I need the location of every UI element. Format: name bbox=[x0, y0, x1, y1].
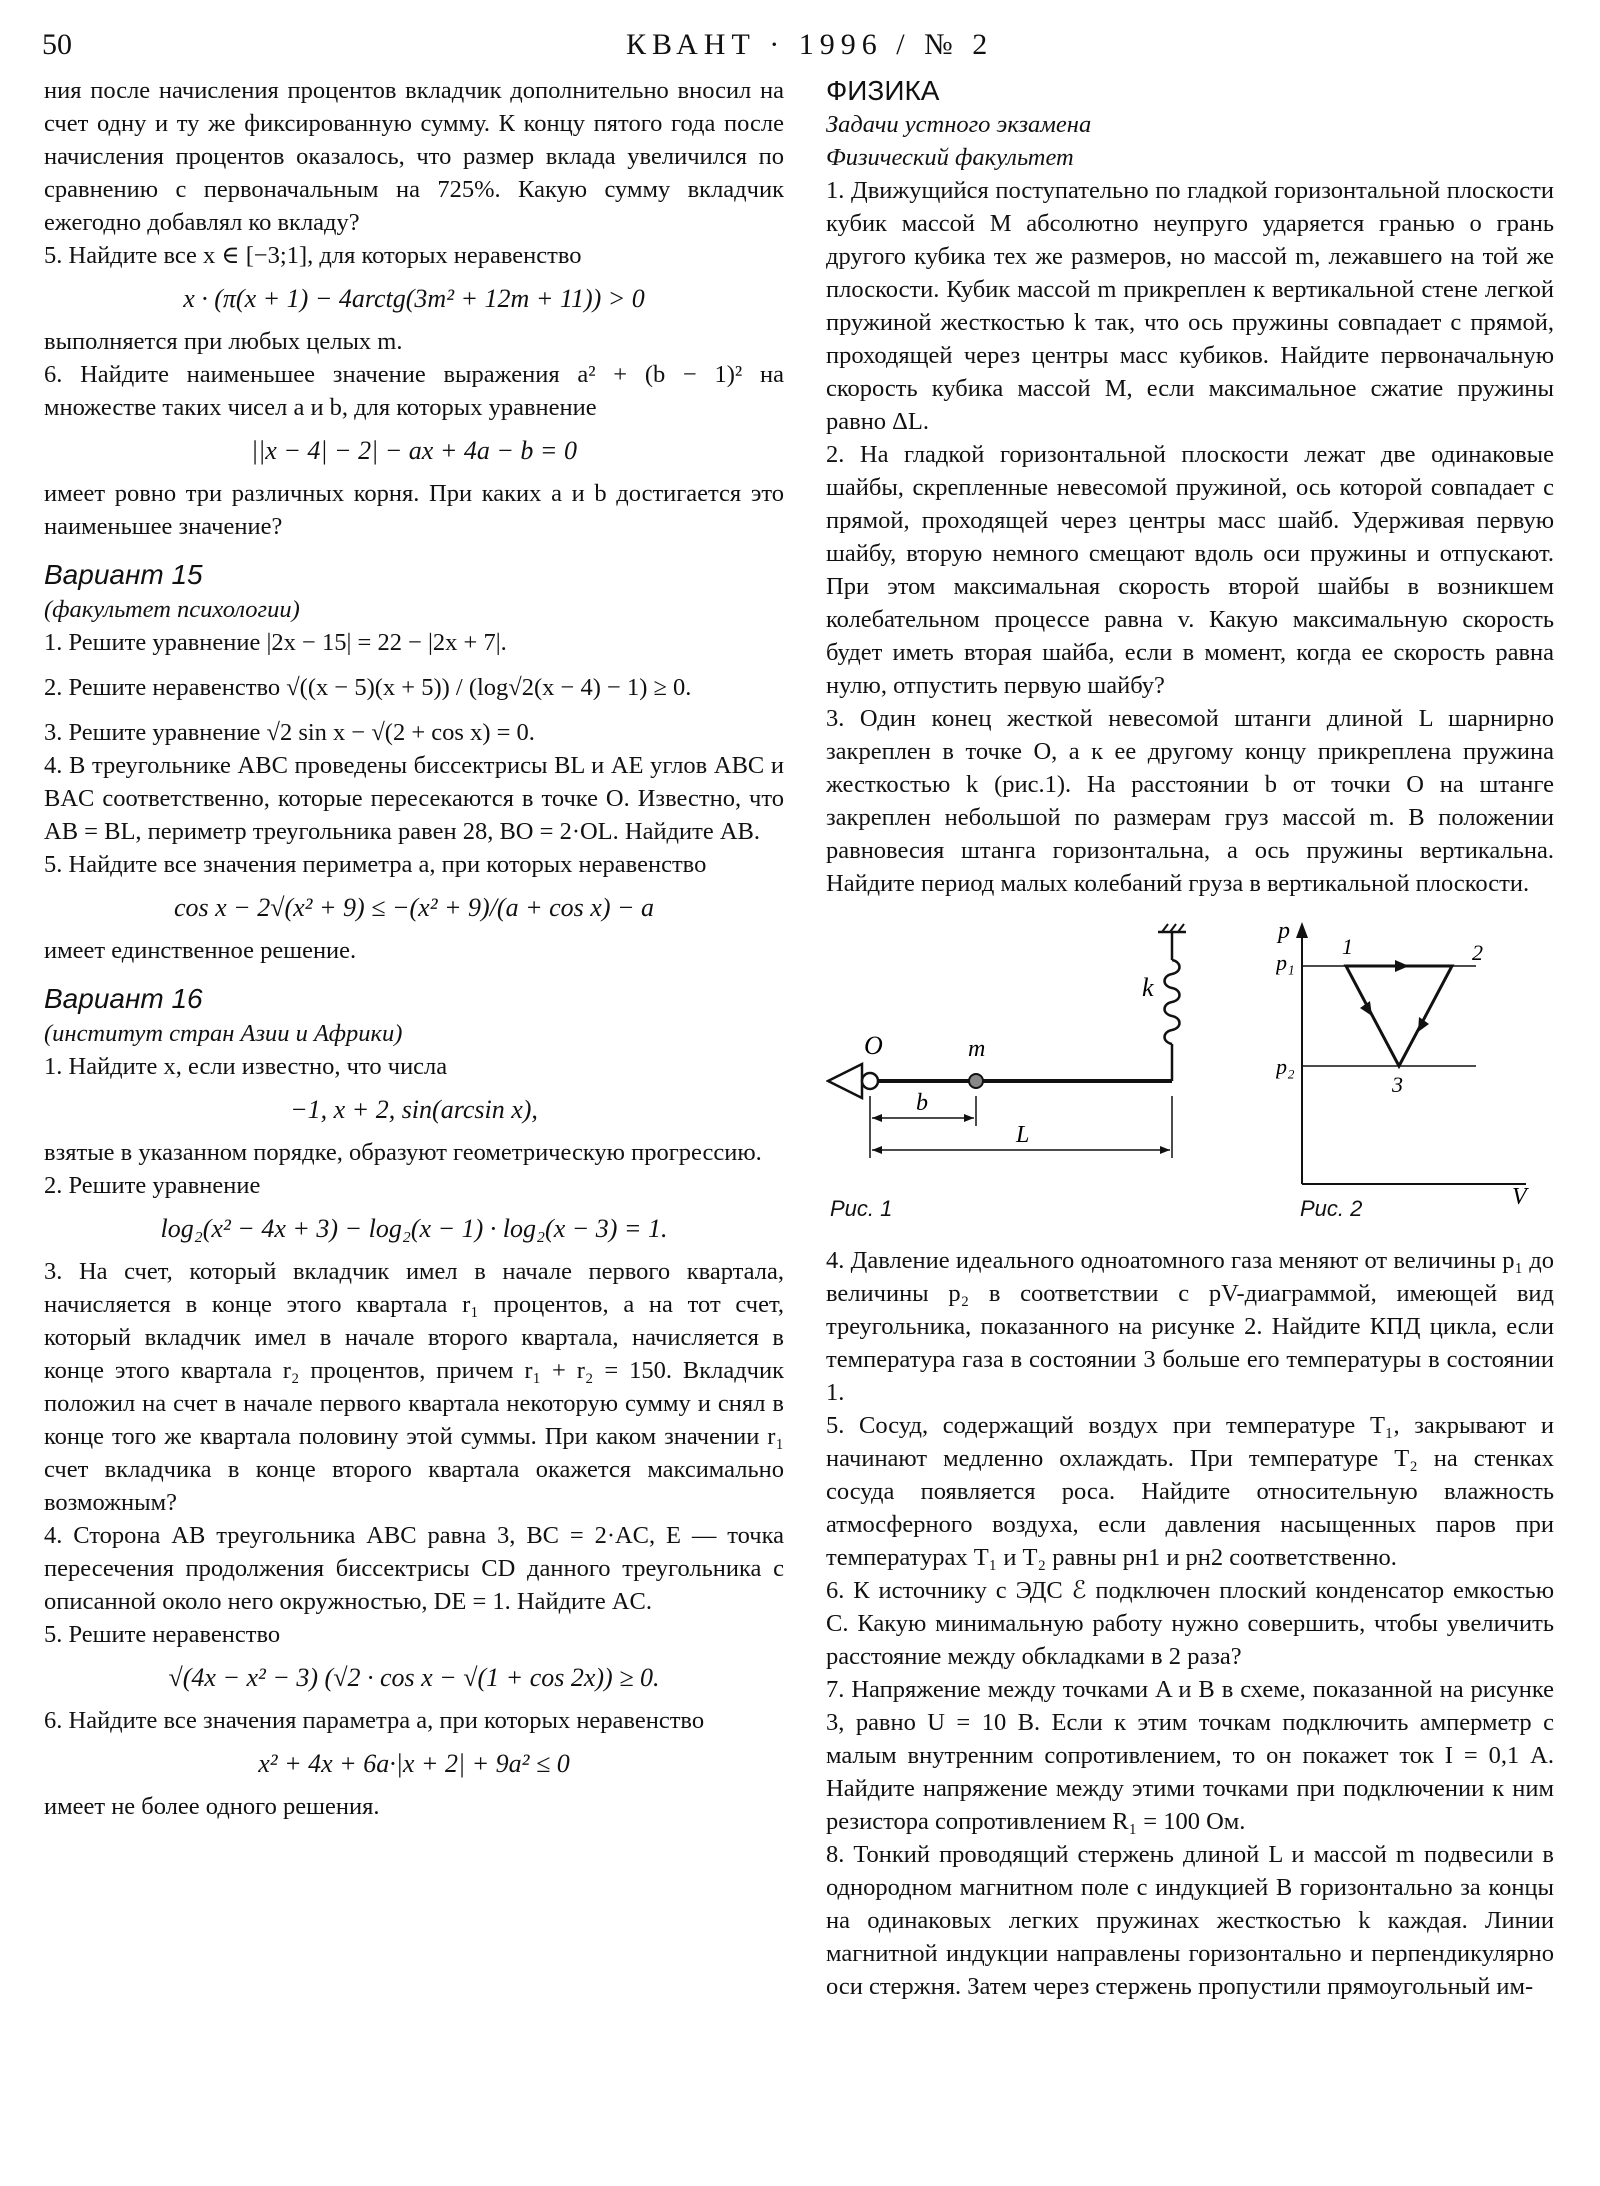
hinge-support-icon bbox=[828, 1064, 862, 1098]
figures-block bbox=[826, 914, 1554, 1232]
v15-problem-5-after: имеет единственное решение. bbox=[44, 937, 357, 964]
physics-problem-4: 4. Давление идеального одноатомного газа меняют от величины p₁ до величины p₂ в соответствии с pV-диаграммой, имеющей вид треугольника, показанного на рисунке 2. Найдите КПД цикла, если температура газа в состоянии 3 больше его температуры в состоянии 1. bbox=[826, 1247, 1554, 1406]
label-p2: p₂ bbox=[1276, 1054, 1295, 1079]
v16-problem-1: 1. Найдите x, если известно, что числа bbox=[44, 1053, 448, 1080]
label-p: p bbox=[1278, 918, 1290, 944]
variant-15-subtitle: (факультет психологии) bbox=[44, 596, 300, 623]
v16-problem-6: 6. Найдите все значения параметра a, при которых неравенство bbox=[44, 1707, 705, 1734]
v15-problem-5: 5. Найдите все значения периметра a, при которых неравенство bbox=[44, 851, 707, 878]
physics-problem-7: 7. Напряжение между точками A и B в схеме, показанной на рисунке 3, равно U = 10 В. Если к этим точкам подключить амперметр с малым внутренним сопротивлением, то он покажет ток I = 0,1 А. Найдите напряжение между этими точками при подключении к ним резистора сопротивлением R₁ = 100 Ом. bbox=[826, 1676, 1554, 1835]
physics-problem-8: 8. Тонкий проводящий стержень длиной L и массой m подвесили в однородном магнитном поле с индукцией B горизонтально за концы на одинаковых легких пружинах жесткостью k каждая. Линии магнитной индукции направлены горизонтально и перпендикулярно оси стержня. Затем через стержень пропустили прямоугольный им- bbox=[826, 1841, 1554, 2000]
v16-problem-2-formula: log₂(x² − 4x + 3) − log₂(x − 1) · log₂(x − 3) = 1. bbox=[160, 1214, 668, 1243]
label-l: L bbox=[1016, 1122, 1030, 1148]
v15-problem-2: 2. Решите неравенство √((x − 5)(x + 5)) / (log√2(x − 4) − 1) ≥ 0. bbox=[44, 674, 692, 701]
left-column bbox=[44, 74, 784, 1823]
label-v: V bbox=[1512, 1184, 1527, 1210]
label-m: m bbox=[968, 1036, 986, 1062]
figure-1-caption: Рис. 1 bbox=[830, 1196, 893, 1221]
v15-problem-1: 1. Решите уравнение |2x − 15| = 22 − |2x + 7|. bbox=[44, 629, 507, 656]
physics-problem-2: 2. На гладкой горизонтальной плоскости лежат две одинаковые шайбы, скрепленные невесомой пружиной, ось которой совпадает с прямой, проходящей через центры масс шайб. Удерживая первую шайбу, вторую немного смещают вдоль оси пружины и отпускают. При этом максимальная скорость второй шайбы в возникшем колебательном процессе равна v. Какую максимальную скорость будет иметь вторая шайба, если в момент, когда ее скорость равна нулю, отпустить первую шайбу? bbox=[826, 441, 1554, 699]
v16-problem-6-after: имеет не более одного решения. bbox=[44, 1793, 380, 1820]
v16-problem-1-after: взятые в указанном порядке, образуют геометрическую прогрессию. bbox=[44, 1139, 762, 1166]
v15-problem-4: 4. В треугольнике ABC проведены биссектрисы BL и AE углов ABC и BAC соответственно, которые пересекаются в точке O. Известно, что AB = BL, периметр треугольника равен 28, BO = 2·OL. Найдите AB. bbox=[44, 752, 784, 845]
mass-icon bbox=[969, 1074, 983, 1088]
v16-problem-5-formula: √(4x − x² − 3) (√2 · cos x − √(1 + cos 2x)) ≥ 0. bbox=[168, 1663, 660, 1692]
problem-5-after: выполняется при любых целых m. bbox=[44, 328, 403, 355]
v15-problem-5-formula: cos x − 2√(x² + 9) ≤ −(x² + 9)/(a + cos x) − a bbox=[173, 893, 655, 922]
variant-15-title: Вариант 15 bbox=[44, 559, 203, 590]
section-subtitle-faculty: Физический факультет bbox=[826, 144, 1074, 171]
p-axis-arrow-icon bbox=[1296, 922, 1308, 938]
problem-6-after: имеет ровно три различных корня. При каких a и b достигается это наименьшее значение? bbox=[44, 480, 784, 540]
v16-problem-1-formula: −1, x + 2, sin(arcsin x), bbox=[290, 1095, 538, 1124]
v15-problem-3: 3. Решите уравнение √2 sin x − √(2 + cos x) = 0. bbox=[44, 719, 535, 746]
v16-problem-5: 5. Решите неравенство bbox=[44, 1621, 281, 1648]
variant-16-title: Вариант 16 bbox=[44, 983, 203, 1014]
variant-16-subtitle: (институт стран Азии и Африки) bbox=[44, 1020, 403, 1047]
label-k: k bbox=[1142, 973, 1154, 1002]
figure-2-caption: Рис. 2 bbox=[1300, 1196, 1363, 1221]
hinge-pivot-icon bbox=[862, 1073, 878, 1089]
v16-problem-2: 2. Решите уравнение bbox=[44, 1172, 261, 1199]
arrow-1-to-2-icon bbox=[1395, 960, 1409, 972]
physics-problem-1: 1. Движущийся поступательно по гладкой горизонтальной плоскости кубик массой M абсолютно неупруго ударяется гранью о грань другого кубика тех же размеров, но массой m, лежавшего на той же плоскости. Кубик массой m прикреплен к вертикальной стене легкой пружиной жесткостью k так, что ось пружины совпадает с прямой, проходящей через центры масс кубиков. Найдите первоначальную скорость кубика массой M, если максимальное сжатие пружины равно ΔL. bbox=[826, 177, 1554, 435]
figure-2-pv-diagram bbox=[1276, 914, 1546, 1214]
intro-text: ния после начисления процентов вкладчик дополнительно вносил на счет одну и ту же фиксированную сумму. К концу пятого года после начисления процентов оказалось, что размер вклада увеличился по сравнению с первоначальным на 725%. Какую сумму вкладчик ежегодно добавлял ко вкладу? bbox=[44, 77, 784, 236]
label-o: O bbox=[864, 1031, 883, 1060]
figure-1-diagram bbox=[826, 914, 1226, 1184]
right-column bbox=[826, 74, 1554, 2003]
section-title: ФИЗИКА bbox=[826, 75, 940, 106]
physics-problem-6: 6. К источнику с ЭДС ℰ подключен плоский конденсатор емкостью C. Какую минимальную работу нужно совершить, чтобы увеличить расстояние между обкладками в 2 раза? bbox=[826, 1577, 1554, 1670]
label-b: b bbox=[916, 1090, 928, 1116]
section-subtitle-exam: Задачи устного экзамена bbox=[826, 111, 1092, 138]
page-header bbox=[42, 22, 1582, 66]
physics-problem-5: 5. Сосуд, содержащий воздух при температуре T₁, закрывают и начинают медленно охлаждать. При температуре T₂ на стенках сосуда появляется роса. Найдите относительную влажность атмосферного воздуха, если давления насыщенных паров при температурах T₁ и T₂ равны pн1 и pн2 соответственно. bbox=[826, 1412, 1554, 1571]
problem-6: 6. Найдите наименьшее значение выражения a² + (b − 1)² на множестве таких чисел a и b, для которых уравнение bbox=[44, 361, 784, 421]
label-state-1: 1 bbox=[1342, 934, 1353, 959]
running-head: КВАНТ · 1996 / № 2 bbox=[626, 28, 994, 61]
problem-5: 5. Найдите все x ∈ [−3;1], для которых неравенство bbox=[44, 242, 582, 269]
label-state-2: 2 bbox=[1472, 940, 1483, 965]
v16-problem-4: 4. Сторона AB треугольника ABC равна 3, BC = 2·AC, E — точка пересечения продолжения биссектрисы CD данного треугольника с описанной около него окружностью, DE = 1. Найдите AC. bbox=[44, 1522, 784, 1615]
physics-problem-3: 3. Один конец жесткой невесомой штанги длиной L шарнирно закреплен в точке O, а к ее другому концу прикреплена пружина жесткостью k (рис.1). На расстоянии b от точки O на штанге закреплен небольшой по размерам груз массой m. В положении равновесия штанга горизонтальна, а ось пружины вертикальна. Найдите период малых колебаний груза в вертикальной плоскости. bbox=[826, 705, 1554, 897]
problem-6-formula: ||x − 4| − 2| − ax + 4a − b = 0 bbox=[251, 436, 577, 465]
problem-5-formula: x · (π(x + 1) − 4arctg(3m² + 12m + 11)) > 0 bbox=[183, 284, 645, 313]
label-p1: p₁ bbox=[1276, 950, 1295, 975]
v16-problem-6-formula: x² + 4x + 6a·|x + 2| + 9a² ≤ 0 bbox=[258, 1749, 570, 1778]
cycle-triangle bbox=[1346, 966, 1452, 1066]
v16-problem-3: 3. На счет, который вкладчик имел в начале первого квартала, начисляется в конце этого квартала r₁ процентов, а на тот счет, который вкладчик имел в начале второго квартала, начисляется в конце этого квартала r₂ процентов, причем r₁ + r₂ = 150. Вкладчик положил на счет в начале первого квартала некоторую сумму и снял в конце того же квартала половину этой суммы. При каком значении r₁ счет вкладчика в конце второго квартала окажется максимально возможным? bbox=[44, 1258, 784, 1516]
spring-coil-icon bbox=[1165, 960, 1180, 1044]
label-state-3: 3 bbox=[1392, 1072, 1403, 1097]
page-number: 50 bbox=[42, 28, 72, 61]
